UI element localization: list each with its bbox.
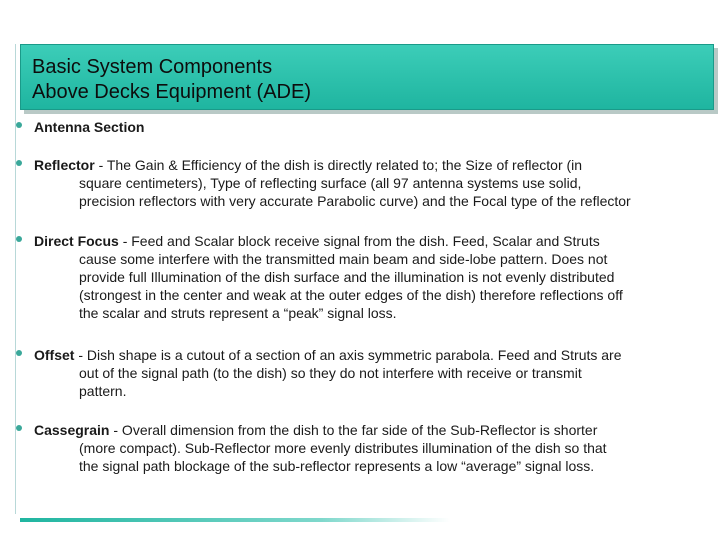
bullet-text [34,421,710,475]
bullet-dot-icon [16,122,22,128]
bullet-continuation-line: the scalar and struts represent a “peak” signal loss. [79,305,397,321]
bullet-description: - Feed and Scalar block receive signal from the dish. Feed, Scalar and Struts [118,233,600,249]
bullet-text [34,156,710,210]
bullet-first-line [34,421,710,439]
bullet-continuation-line: out of the signal path (to the dish) so they do not interfere with receive or transmit [79,365,582,381]
bullet-first-line [34,118,710,136]
bullet-continuation-line: the signal path blockage of the sub-reflector represents a low “average” signal loss. [79,458,595,474]
bullet-description: - The Gain & Efficiency of the dish is directly related to; the Size of reflector (in [94,157,583,173]
bullet-dot-icon [16,425,22,431]
bullet-continuation-line: provide full Illumination of the dish surface and the illumination is not evenly distributed [79,269,615,285]
bullet-dot-icon [16,160,22,166]
slide-title: Basic System Components [32,56,273,78]
bullet-continuation-line: cause some interfere with the transmitted main beam and side-lobe pattern. Does not [79,251,608,267]
bullet-first-line [34,346,710,364]
bullet-text [34,346,710,400]
bullet-term: Cassegrain [34,422,110,438]
bullet-description: - Dish shape is a cutout of a section of an axis symmetric parabola. Feed and Struts are [74,347,622,363]
bullet-first-line [34,232,710,250]
left-rule-line [15,44,16,514]
bullet-continuation-line: pattern. [79,383,127,399]
bullet-dot-icon [16,236,22,242]
bullet-continuation-line: (strongest in the center and weak at the outer edges of the dish) therefore reflections off [79,287,623,303]
bullet-first-line [34,156,710,174]
slide-subtitle: Above Decks Equipment (ADE) [32,81,312,103]
bullet-continuation-line: square centimeters), Type of reflecting surface (all 97 antenna systems use solid, [79,175,582,191]
bottom-accent-bar [20,518,450,522]
bullet-text [34,118,710,136]
bullet-description: - Overall dimension from the dish to the far side of the Sub-Reflector is shorter [109,422,598,438]
bullet-dot-icon [16,350,22,356]
bullet-term: Offset [34,347,75,363]
bullet-text [34,232,710,322]
slide-title-box [20,44,714,110]
bullet-term: Direct Focus [34,233,119,249]
bullet-term: Antenna Section [34,119,145,135]
bullet-continuation-line: (more compact). Sub-Reflector more evenly distributes illumination of the dish so that [79,440,607,456]
bullet-term: Reflector [34,157,95,173]
bullet-continuation-line: precision reflectors with very accurate Parabolic curve) and the Focal type of the reflector [79,193,631,209]
